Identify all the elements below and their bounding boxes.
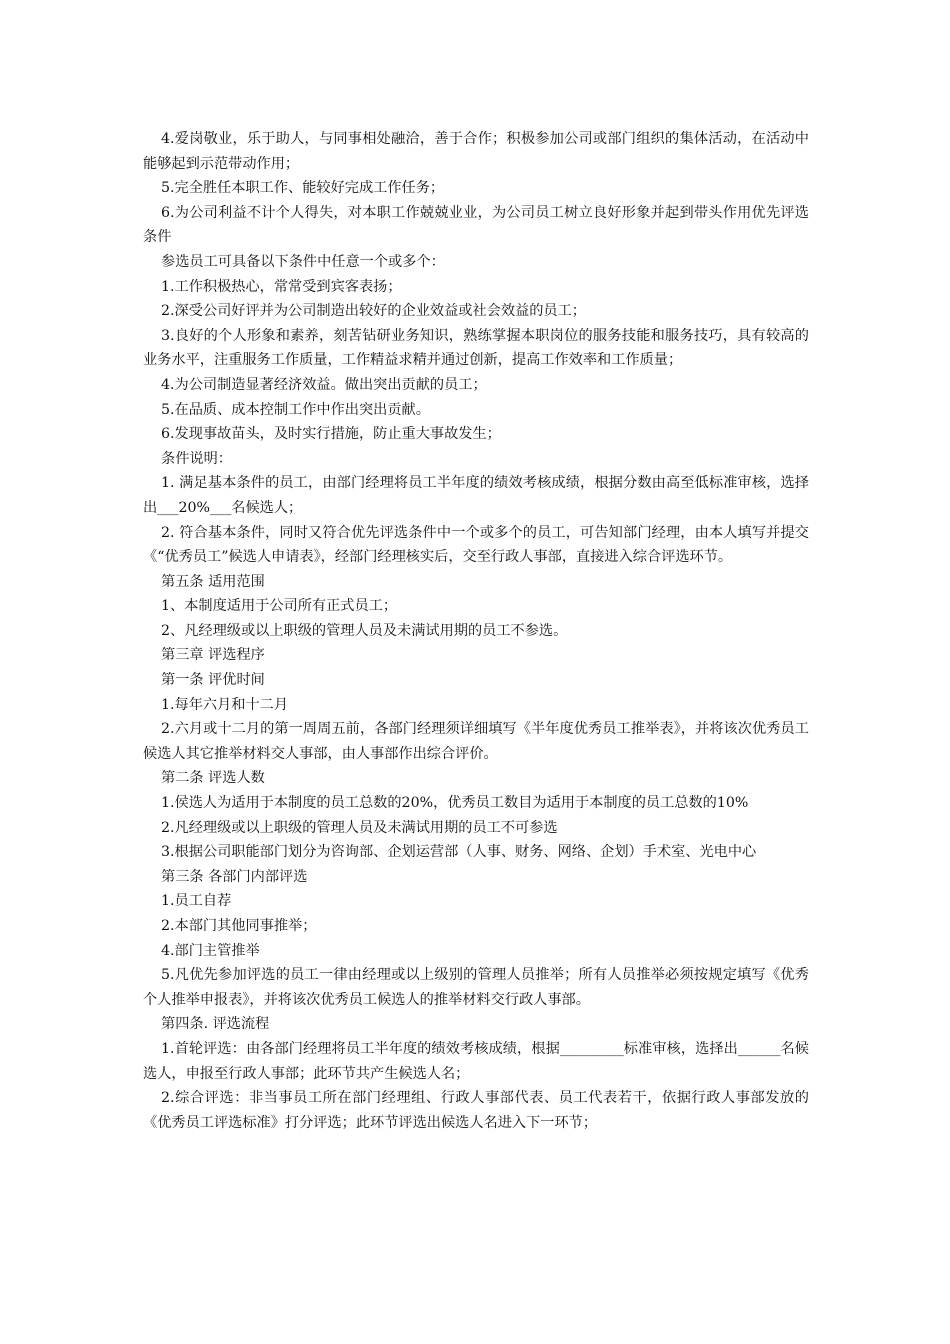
paragraph-process-1: 1.首轮评选：由各部门经理将员工半年度的绩效考核成绩，根据_________标准审核，选择出______名候选人，申报至行政人事部；此环节共产生候选人名； (143, 1040, 809, 1082)
paragraph-count-1: 1.侯选人为适用于本制度的员工总数的20%，优秀员工数目为适用于本制度的员工总数的10% (161, 795, 749, 812)
paragraph-condition-1: 1.工作积极热心，常常受到宾客表扬； (161, 278, 402, 295)
heading-article-5-scope: 第五条 适用范围 (161, 573, 265, 590)
paragraph-internal-5: 5.凡优先参加评选的员工一律由经理或以上级别的管理人员推举；所有人员推举必须按规定填写《优秀个人推举申报表》，并将该次优秀员工候选人的推举材料交行政人事部。 (143, 967, 809, 1008)
heading-article-4-process: 第四条. 评选流程 (161, 1016, 270, 1033)
paragraph-condition-5: 5.在品质、成本控制工作中作出突出贡献。 (161, 401, 430, 418)
paragraph-note-1: 1. 满足基本条件的员工，由部门经理将员工半年度的绩效考核成绩，根据分数由高至低标准审核，选择出___20%___名候选人； (143, 475, 809, 516)
paragraph-internal-1: 1.员工自荐 (161, 893, 232, 910)
heading-article-3-internal: 第三条 各部门内部评选 (161, 868, 308, 885)
paragraph-competence: 5.完全胜任本职工作、能较好完成工作任务； (161, 180, 445, 197)
paragraph-process-2: 2.综合评选：非当事员工所在部门经理组、行政人事部代表、员工代表若干，依据行政人事部发放的《优秀员工评选标准》打分评选；此环节评选出候选人名进入下一环节； (143, 1090, 809, 1131)
paragraph-internal-4: 4.部门主管推举 (161, 942, 260, 959)
paragraph-time-1: 1.每年六月和十二月 (161, 696, 289, 713)
paragraph-condition-4: 4.为公司制造显著经济效益。做出突出贡献的员工； (161, 376, 487, 393)
paragraph-note-2: 2. 符合基本条件，同时又符合优先评选条件中一个或多个的员工，可告知部门经理，由本人填写并提交《“优秀员工”候选人申请表》，经部门经理核实后，交至行政人事部，直接进入综合评选环节。 (143, 524, 809, 566)
heading-article-1-time: 第一条 评优时间 (161, 672, 265, 689)
paragraph-count-3: 3.根据公司职能部门划分为咨询部、企划运营部（人事、财务、网络、企划）手术室、光电中心 (161, 844, 757, 861)
heading-chapter-3: 第三章 评选程序 (161, 647, 265, 664)
paragraph-condition-2: 2.深受公司好评并为公司制造出较好的企业效益或社会效益的员工； (161, 303, 586, 320)
paragraph-condition-3: 3.良好的个人形象和素养，刻苦钻研业务知识，熟练掌握本职岗位的服务技能和服务技巧，具有较高的业务水平，注重服务工作质量，工作精益求精并通过创新，提高工作效率和工作质量； (143, 327, 809, 369)
paragraph-time-2: 2.六月或十二月的第一周周五前，各部门经理须详细填写《半年度优秀员工推举表》，并将该次优秀员工候选人其它推举材料交人事部，由人事部作出综合评价。 (143, 721, 809, 762)
paragraph-optional-conditions-intro: 参选员工可具备以下条件中任意一个或多个： (161, 253, 445, 270)
paragraph-count-2: 2.凡经理级或以上职级的管理人员及未满试用期的员工不可参选 (161, 819, 558, 836)
paragraph-condition-6: 6.发现事故苗头，及时实行措施，防止重大事故发生； (161, 426, 501, 443)
paragraph-internal-2: 2.本部门其他同事推举； (161, 918, 317, 934)
heading-condition-notes: 条件说明： (161, 450, 232, 467)
heading-article-2-count: 第二条 评选人数 (161, 770, 265, 787)
paragraph-dedication: 4.爱岗敬业，乐于助人，与同事相处融洽，善于合作；积极参加公司或部门组织的集体活动，在活动中能够起到示范带动作用； (143, 131, 809, 172)
document-body (143, 127, 809, 1135)
paragraph-scope-1: 1、本制度适用于公司所有正式员工； (161, 598, 398, 615)
paragraph-selfless: 6.为公司利益不计个人得失，对本职工作兢兢业业，为公司员工树立良好形象并起到带头作用优先评选条件 (143, 204, 809, 246)
paragraph-scope-2: 2、凡经理级或以上职级的管理人员及未满试用期的员工不参选。 (161, 622, 568, 639)
